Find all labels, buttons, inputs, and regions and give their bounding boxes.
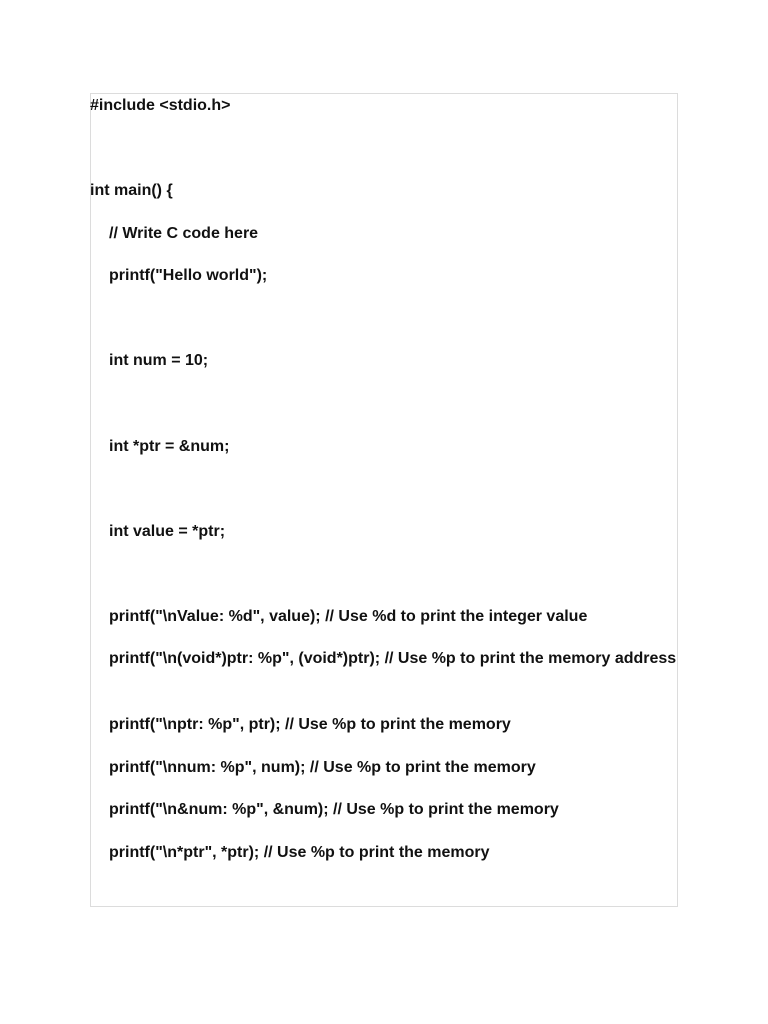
printf-void-ptr-text: printf("\n(void*)ptr: %p", (void*)ptr); // Use %p to print the memory address [109,650,677,667]
printf-num-line: printf("\nnum: %p", num); // Use %p to print the memory [109,759,536,776]
printf-deref-ptr-line: printf("\n*ptr", *ptr); // Use %p to print the memory [109,844,490,861]
main-declaration-line: int main() { [90,182,173,199]
code-snippet-frame [90,93,678,907]
ptr-declaration-line: int *ptr = &num; [109,438,230,455]
printf-ptr-line: printf("\nptr: %p", ptr); // Use %p to print the memory [109,716,511,733]
include-line: #include <stdio.h> [90,97,231,114]
printf-address-num-line: printf("\n&num: %p", &num); // Use %p to print the memory [109,801,559,818]
printf-value-line: printf("\nValue: %d", value); // Use %d to print the integer value [109,608,588,625]
value-declaration-line: int value = *ptr; [109,523,226,540]
printf-void-ptr-line [90,647,678,671]
comment-line: // Write C code here [109,225,259,242]
printf-hello-line: printf("Hello world"); [109,267,268,284]
num-declaration-line: int num = 10; [109,352,209,369]
